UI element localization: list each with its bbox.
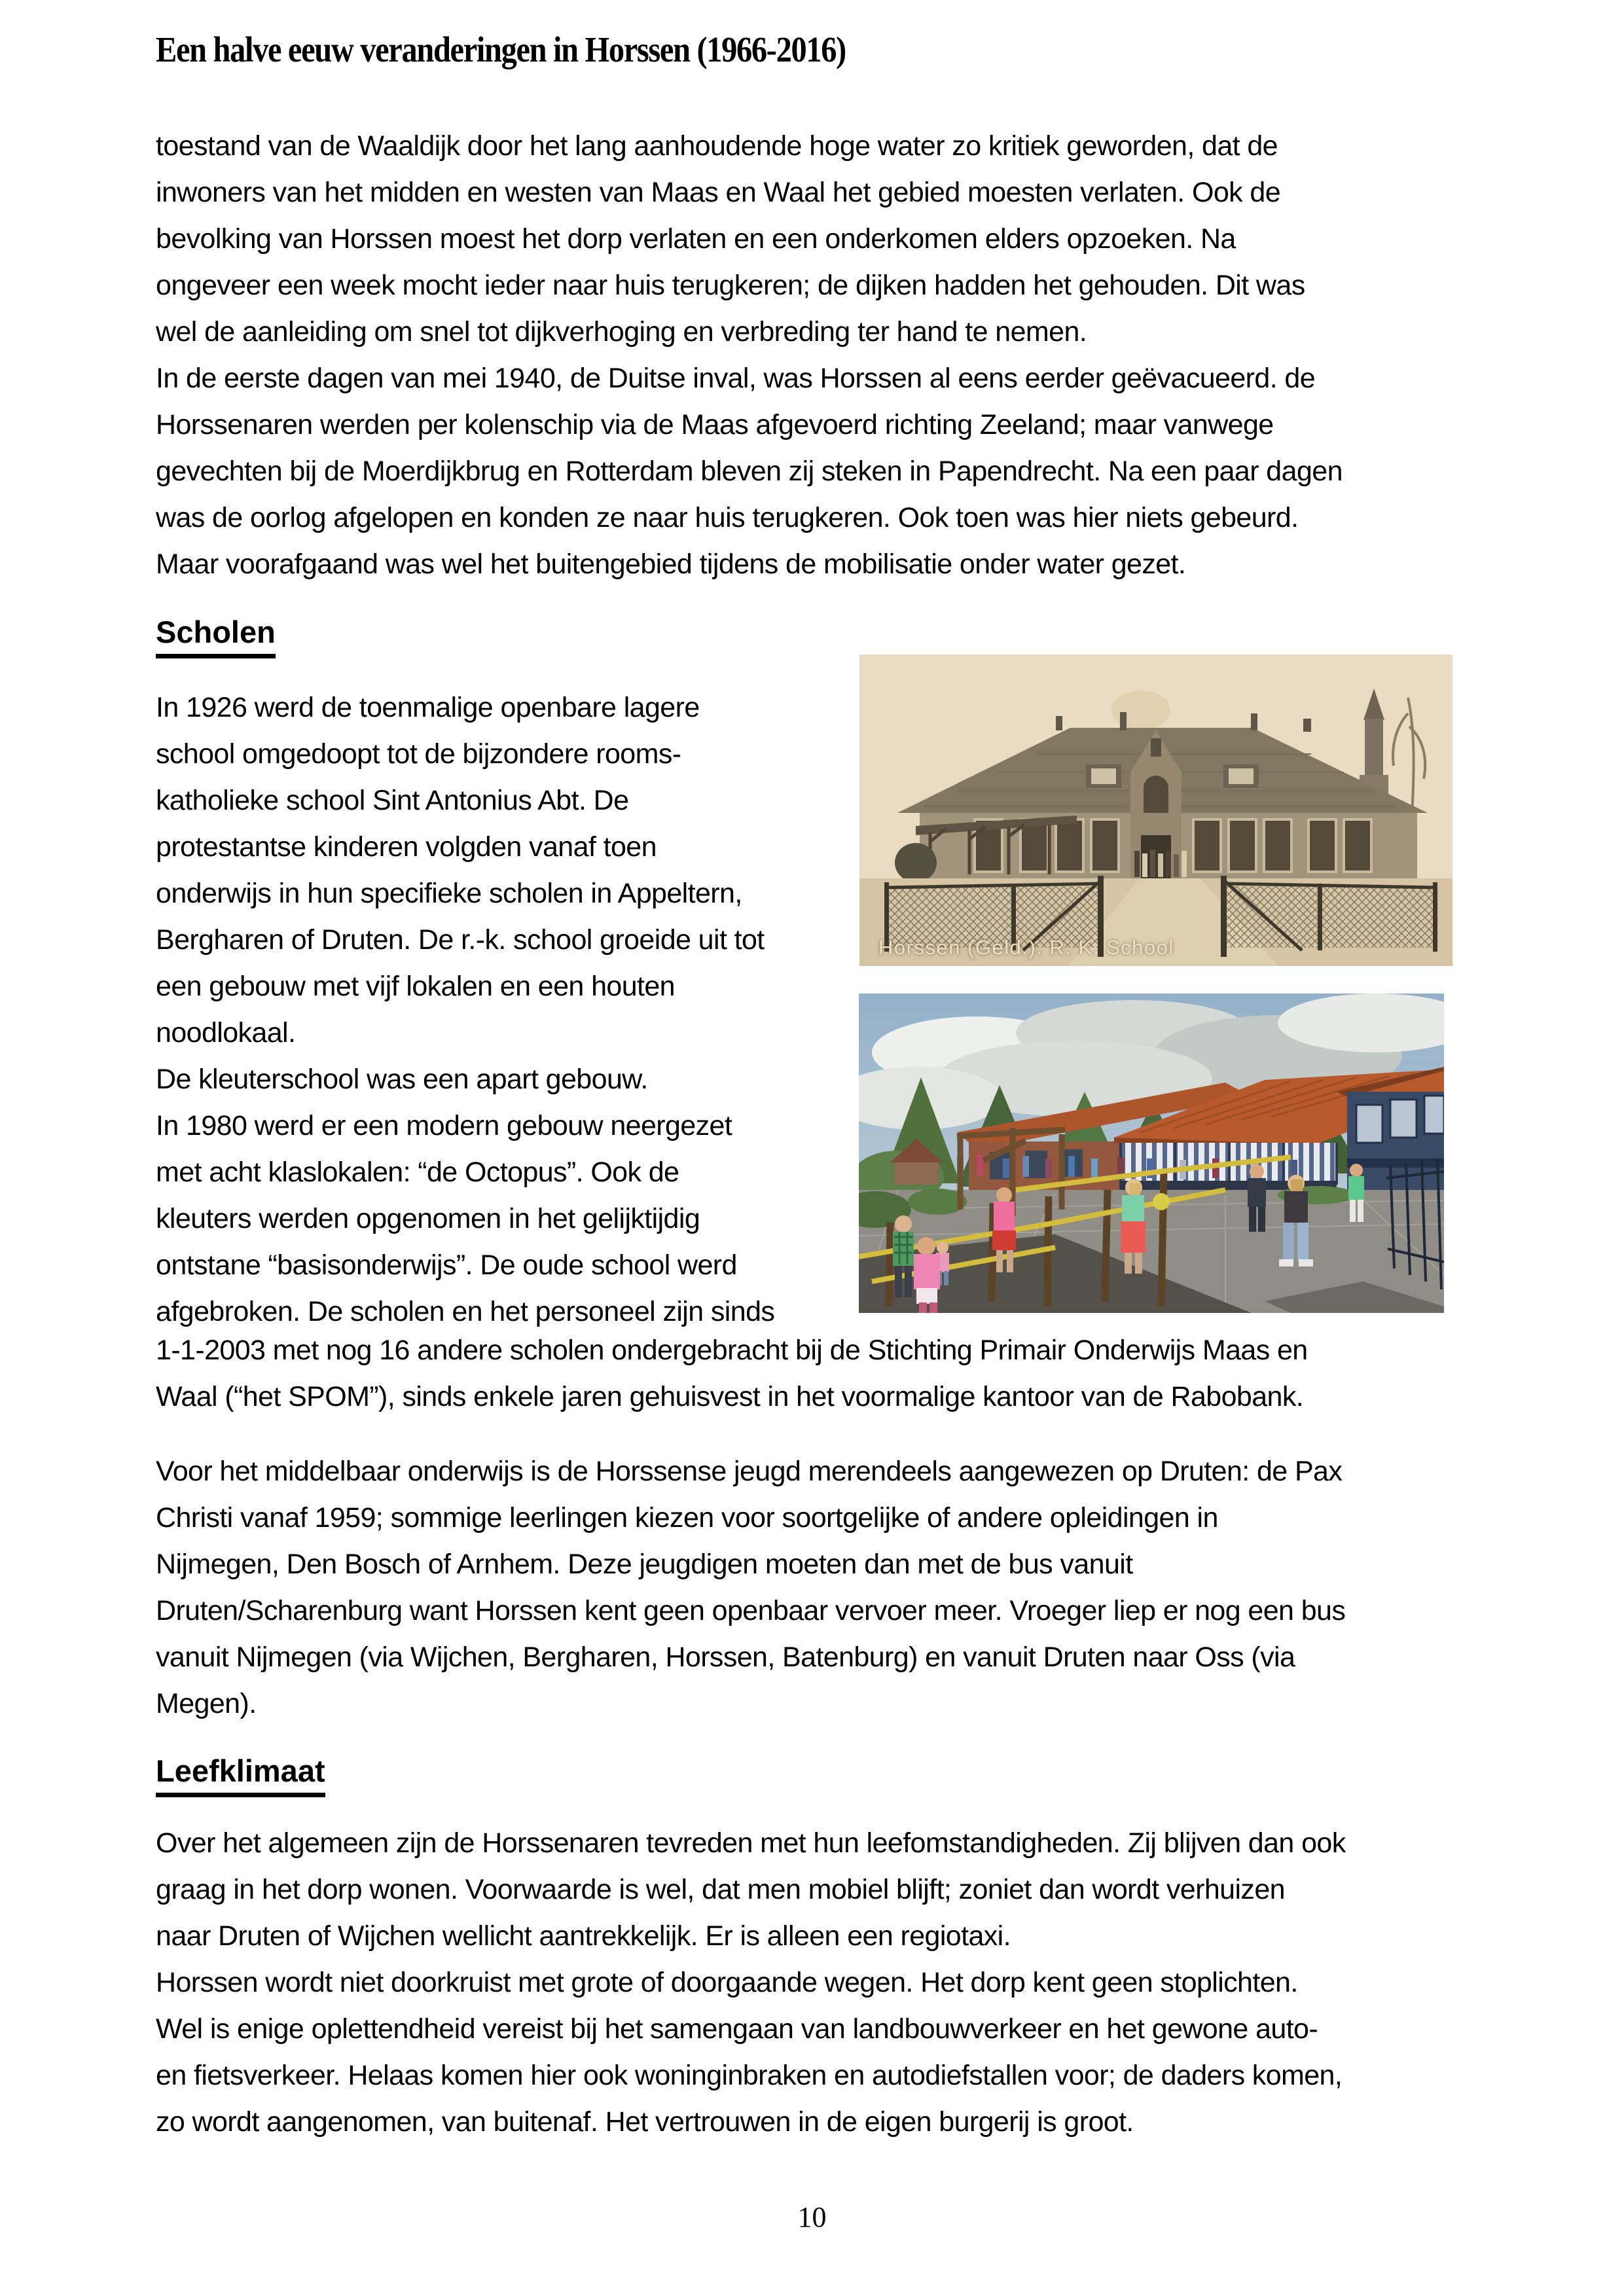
- scholen-wrap-paragraph: [156, 685, 774, 1335]
- paragraph-line: In 1926 werd de toenmalige openbare lagere: [156, 692, 700, 723]
- paragraph-line: toestand van de Waaldijk door het lang aanhoudende hoge water zo kritiek geworden, dat de: [156, 130, 1278, 162]
- photo-caption: Horssen (Geld.). R. K. School: [878, 936, 1174, 959]
- paragraph-line: afgebroken. De scholen en het personeel zijn sinds: [156, 1296, 775, 1327]
- paragraph-line: Maar voorafgaand was wel het buitengebied tijdens de mobilisatie onder water gezet.: [156, 548, 1186, 580]
- paragraph-line: graag in het dorp wonen. Voorwaarde is wel, dat men mobiel blijft; zoniet dan wordt verhuizen: [156, 1874, 1285, 1905]
- paragraph-line: Horssenaren werden per kolenschip via de Maas afgevoerd richting Zeeland; maar vanwege: [156, 409, 1274, 440]
- document-title: Een halve eeuw veranderingen in Horssen (1966-2016): [156, 29, 846, 69]
- paragraph-line: met acht klaslokalen: “de Octopus”. Ook de: [156, 1157, 679, 1188]
- paragraph-line: ontstane “basisonderwijs”. De oude school werd: [156, 1249, 737, 1281]
- intro-paragraph: [156, 123, 1343, 588]
- paragraph-line: katholieke school Sint Antonius Abt. De: [156, 785, 629, 816]
- paragraph-line: Bergharen of Druten. De r.-k. school groeide uit tot: [156, 924, 765, 956]
- paragraph-line: Over het algemeen zijn de Horssenaren tevreden met hun leefomstandigheden. Zij blijven dan ook: [156, 1827, 1346, 1859]
- paragraph-line: Druten/Scharenburg want Horssen kent geen openbaar vervoer meer. Vroeger liep er nog een bus: [156, 1595, 1346, 1626]
- scholen-full-paragraph: [156, 1327, 1308, 1420]
- paragraph-line: onderwijs in hun specifieke scholen in Appeltern,: [156, 878, 742, 909]
- paragraph-line: Voor het middelbaar onderwijs is de Horssense jeugd merendeels aangewezen op Druten: de Pax: [156, 1456, 1343, 1487]
- paragraph-line: noodlokaal.: [156, 1017, 296, 1049]
- paragraph-line: naar Druten of Wijchen wellicht aantrekkelijk. Er is alleen een regiotaxi.: [156, 1920, 1011, 1952]
- paragraph-line: In de eerste dagen van mei 1940, de Duitse inval, was Horssen al eens eerder geëvacueerd. de: [156, 363, 1316, 394]
- paragraph-line: Christi vanaf 1959; sommige leerlingen kiezen voor soortgelijke of andere opleidingen in: [156, 1502, 1218, 1534]
- paragraph-line: In 1980 werd er een modern gebouw neergezet: [156, 1110, 732, 1141]
- paragraph-line: en fietsverkeer. Helaas komen hier ook woninginbraken en autodiefstallen voor; de daders komen,: [156, 2060, 1343, 2091]
- paragraph-line: Waal (“het SPOM”), sinds enkele jaren gehuisvest in het voormalige kantoor van de Rabobank.: [156, 1381, 1304, 1412]
- paragraph-line: zo wordt aangenomen, van buitenaf. Het vertrouwen in de eigen burgerij is groot.: [156, 2106, 1134, 2138]
- section-heading-scholen: Scholen: [156, 614, 276, 658]
- paragraph-line: ongeveer een week mocht ieder naar huis terugkeren; de dijken hadden het gehouden. Dit was: [156, 270, 1305, 301]
- paragraph-line: Horssen wordt niet doorkruist met grote of doorgaande wegen. Het dorp kent geen stoplichten.: [156, 1967, 1298, 1998]
- leefklimaat-paragraph: [156, 1820, 1346, 2145]
- paragraph-line: een gebouw met vijf lokalen en een houten: [156, 971, 675, 1002]
- paragraph-line: Megen).: [156, 1688, 257, 1719]
- paragraph-line: school omgedoopt tot de bijzondere rooms-: [156, 738, 681, 770]
- page-number: 10: [797, 2201, 827, 2233]
- playground-photo: [859, 994, 1444, 1313]
- paragraph-line: bevolking van Horssen moest het dorp verlaten en een onderkomen elders opzoeken. Na: [156, 223, 1236, 255]
- paragraph-line: Nijmegen, Den Bosch of Arnhem. Deze jeugdigen moeten dan met de bus vanuit: [156, 1549, 1133, 1580]
- paragraph-line: protestantse kinderen volgden vanaf toen: [156, 831, 657, 863]
- old-school-photo: [859, 655, 1453, 966]
- section-heading-leefklimaat: Leefklimaat: [156, 1753, 325, 1797]
- paragraph-line: wel de aanleiding om snel tot dijkverhoging en verbreding ter hand te nemen.: [156, 316, 1087, 348]
- old-school-photo-illustration: [859, 655, 1453, 966]
- paragraph-line: vanuit Nijmegen (via Wijchen, Bergharen, Horssen, Batenburg) en vanuit Druten naar Oss (via: [156, 1641, 1295, 1673]
- paragraph-line: kleuters werden opgenomen in het gelijktijdig: [156, 1203, 700, 1234]
- paragraph-line: 1-1-2003 met nog 16 andere scholen ondergebracht bij de Stichting Primair Onderwijs Maas en: [156, 1335, 1308, 1366]
- paragraph-line: was de oorlog afgelopen en konden ze naar huis terugkeren. Ook toen was hier niets gebeurd.: [156, 502, 1299, 533]
- paragraph-line: inwoners van het midden en westen van Maas en Waal het gebied moesten verlaten. Ook de: [156, 177, 1281, 208]
- paragraph-line: De kleuterschool was een apart gebouw.: [156, 1064, 648, 1095]
- playground-photo-illustration: [859, 994, 1444, 1313]
- paragraph-line: gevechten bij de Moerdijkbrug en Rotterdam bleven zij steken in Papendrecht. Na een paar dagen: [156, 456, 1343, 487]
- paragraph-line: Wel is enige oplettendheid vereist bij het samengaan van landbouwverkeer en het gewone auto-: [156, 2013, 1318, 2045]
- scholen-secondary-paragraph: [156, 1448, 1345, 1727]
